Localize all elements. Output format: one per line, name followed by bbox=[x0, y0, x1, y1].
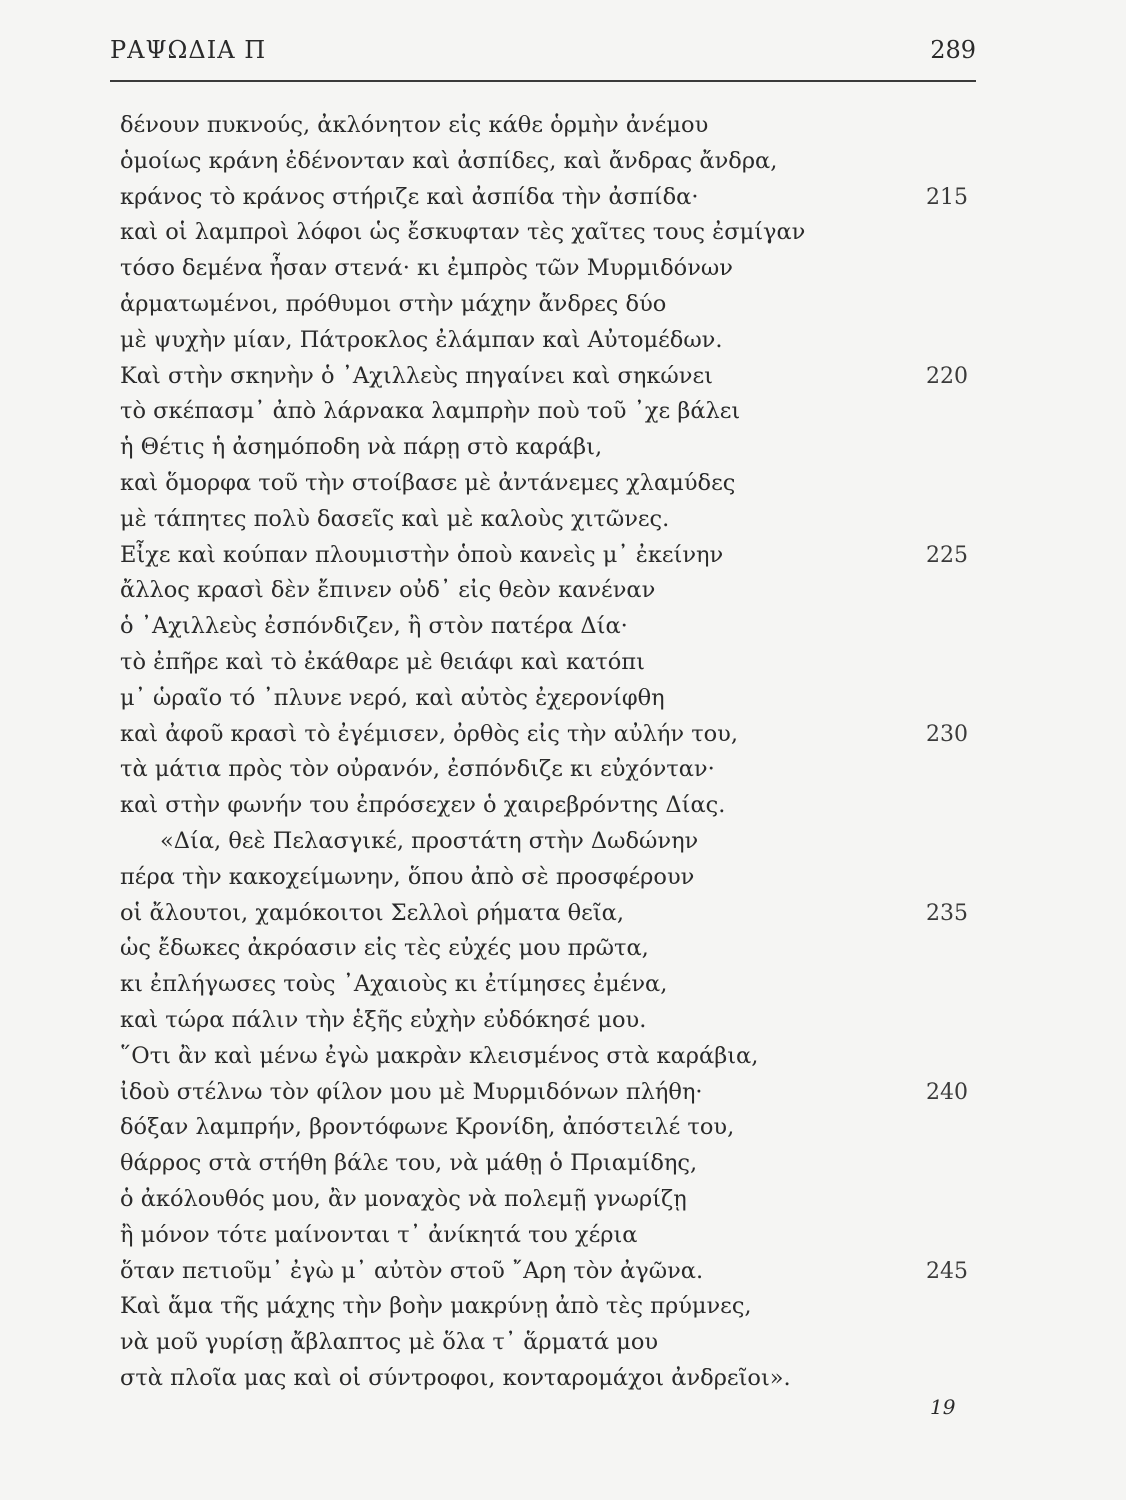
verse-text: τὰ μάτια πρὸς τὸν οὐρανόν, ἐσπόνδιζε κι εὐχόνταν· bbox=[120, 756, 715, 783]
verse-text: οἱ ἄλουτοι, χαμόκοιτοι Σελλοὶ ρήματα θεῖα, bbox=[120, 899, 625, 926]
verse-line bbox=[120, 430, 980, 466]
verse-line bbox=[120, 1003, 980, 1039]
verse-text: δένουν πυκνούς, ἀκλόνητον εἰς κάθε ὁρμὴν ἀνέμου bbox=[120, 112, 709, 138]
verse-line bbox=[120, 681, 980, 717]
verse-text: «Δία, θεὲ Πελασγικέ, προστάτη στὴν Δωδώνην bbox=[160, 827, 699, 854]
verse-block bbox=[120, 108, 980, 1397]
verse-line bbox=[120, 1075, 980, 1111]
line-number: 230 bbox=[926, 721, 968, 747]
verse-text: ὁ ἀκόλουθός μου, ἂν μοναχὸς νὰ πολεμῇ γνωρίζῃ bbox=[120, 1185, 687, 1212]
verse-line bbox=[120, 1254, 980, 1290]
verse-text: Καὶ ἅμα τῆς μάχης τὴν βοὴν μακρύνῃ ἀπὸ τὲς πρύμνες, bbox=[120, 1293, 752, 1320]
verse-line bbox=[120, 1182, 980, 1218]
verse-text: τὸ ἐπῆρε καὶ τὸ ἐκάθαρε μὲ θειάφι καὶ κατόπι bbox=[120, 648, 645, 675]
verse-line bbox=[120, 215, 980, 251]
verse-line bbox=[120, 538, 980, 574]
verse-text: ἡ Θέτις ἡ ἀσημόποδη νὰ πάρῃ στὸ καράβι, bbox=[120, 434, 603, 461]
verse-text: καὶ ὅμορφα τοῦ τὴν στοίβασε μὲ ἀντάνεμες χλαμύδες bbox=[120, 469, 736, 496]
verse-line bbox=[120, 359, 980, 395]
verse-text: ἄλλος κρασὶ δὲν ἔπινεν οὐδ᾿ εἰς θεὸν κανέναν bbox=[120, 577, 656, 604]
verse-text: ἢ μόνον τότε μαίνονται τ᾿ ἀνίκητά του χέρια bbox=[120, 1221, 638, 1248]
verse-line bbox=[120, 752, 980, 788]
verse-text: στὰ πλοῖα μας καὶ οἱ σύντροφοι, κονταρομάχοι ἀνδρεῖοι». bbox=[120, 1364, 791, 1391]
line-number: 235 bbox=[926, 900, 968, 926]
verse-line bbox=[120, 466, 980, 502]
running-header-title: ΡΑΨΩΔΙΑ Π bbox=[110, 36, 267, 64]
verse-text: ὁμοίως κράνη ἐδένονταν καὶ ἀσπίδες, καὶ ἄνδρας ἄνδρα, bbox=[120, 147, 778, 174]
verse-line bbox=[120, 251, 980, 287]
verse-text: ἁρματωμένοι, πρόθυμοι στὴν μάχην ἄνδρες δύο bbox=[120, 290, 667, 317]
verse-line bbox=[120, 788, 980, 824]
verse-line bbox=[120, 967, 980, 1003]
verse-text: κι ἐπλήγωσες τοὺς ᾿Αχαιοὺς κι ἐτίμησες ἐμένα, bbox=[120, 971, 668, 998]
verse-line bbox=[120, 1361, 980, 1397]
verse-line bbox=[120, 108, 980, 144]
verse-text: καὶ ἀφοῦ κρασὶ τὸ ἐγέμισεν, ὀρθὸς εἰς τὴν αὐλήν του, bbox=[120, 720, 739, 747]
verse-text: ἰδοὺ στέλνω τὸν φίλον μου μὲ Μυρμιδόνων πλήθη· bbox=[120, 1078, 703, 1105]
verse-line bbox=[120, 502, 980, 538]
verse-line bbox=[120, 1218, 980, 1254]
line-number: 215 bbox=[926, 184, 968, 210]
verse-line bbox=[120, 180, 980, 216]
verse-text: ῞Οτι ἂν καὶ μένω ἐγὼ μακρὰν κλεισμένος στὰ καράβια, bbox=[120, 1042, 759, 1069]
verse-line bbox=[120, 609, 980, 645]
verse-text: Εἶχε καὶ κούπαν πλουμιστὴν ὁποὺ κανεὶς μ᾿ ἐκείνην bbox=[120, 541, 724, 568]
verse-text: ὁ ᾿Αχιλλεὺς ἐσπόνδιζεν, ἢ στὸν πατέρα Δία· bbox=[120, 613, 628, 640]
verse-text: τὸ σκέπασμ᾿ ἀπὸ λάρνακα λαμπρὴν ποὺ τοῦ ᾿χε βάλει bbox=[120, 398, 741, 425]
verse-line bbox=[120, 323, 980, 359]
verse-line bbox=[120, 824, 980, 860]
verse-text: θάρρος στὰ στήθη βάλε του, νὰ μάθῃ ὁ Πριαμίδης, bbox=[120, 1150, 698, 1177]
line-number: 240 bbox=[926, 1079, 968, 1105]
verse-text: καὶ στὴν φωνήν του ἐπρόσεχεν ὁ χαιρεβρόντης Δίας. bbox=[120, 792, 726, 819]
verse-line bbox=[120, 1110, 980, 1146]
verse-line bbox=[120, 144, 980, 180]
line-number: 220 bbox=[926, 363, 968, 389]
line-number: 225 bbox=[926, 542, 968, 568]
verse-line bbox=[120, 1039, 980, 1075]
verse-text: τόσο δεμένα ἦσαν στενά· κι ἐμπρὸς τῶν Μυρμιδόνων bbox=[120, 255, 733, 282]
verse-line bbox=[120, 287, 980, 323]
verse-text: καὶ οἱ λαμπροὶ λόφοι ὡς ἔσκυφταν τὲς χαῖτες τους ἐσμίγαν bbox=[120, 219, 806, 246]
verse-text: κράνος τὸ κράνος στήριζε καὶ ἀσπίδα τὴν ἀσπίδα· bbox=[120, 183, 699, 210]
verse-line bbox=[120, 573, 980, 609]
verse-text: δόξαν λαμπρήν, βροντόφωνε Κρονίδη, ἀπόστειλέ του, bbox=[120, 1114, 735, 1141]
verse-line bbox=[120, 1325, 980, 1361]
verse-line bbox=[120, 1289, 980, 1325]
line-number: 245 bbox=[926, 1258, 968, 1284]
signature-mark: 19 bbox=[930, 1395, 956, 1419]
verse-line bbox=[120, 645, 980, 681]
verse-text: ὅταν πετιοῦμ᾿ ἐγὼ μ᾿ αὐτὸν στοῦ ῎Αρη τὸν ἀγῶνα. bbox=[120, 1257, 704, 1284]
verse-line bbox=[120, 860, 980, 896]
verse-text: πέρα τὴν κακοχείμωνην, ὅπου ἀπὸ σὲ προσφέρουν bbox=[120, 863, 695, 890]
verse-line bbox=[120, 717, 980, 753]
verse-text: νὰ μοῦ γυρίσῃ ἄβλαπτος μὲ ὅλα τ᾿ ἅρματά μου bbox=[120, 1329, 659, 1356]
header-rule bbox=[110, 80, 976, 82]
verse-line bbox=[120, 896, 980, 932]
verse-text: ὡς ἔδωκες ἀκρόασιν εἰς τὲς εὐχές μου πρῶτα, bbox=[120, 935, 649, 962]
page-number: 289 bbox=[930, 36, 976, 64]
verse-text: καὶ τώρα πάλιν τὴν ἑξῆς εὐχὴν εὐδόκησέ μου. bbox=[120, 1006, 647, 1033]
verse-text: Καὶ στὴν σκηνὴν ὁ ᾿Αχιλλεὺς πηγαίνει καὶ σηκώνει bbox=[120, 362, 713, 389]
verse-text: μὲ τάπητες πολὺ δασεῖς καὶ μὲ καλοὺς χιτῶνες. bbox=[120, 505, 670, 532]
verse-line bbox=[120, 931, 980, 967]
verse-text: μ᾿ ὡραῖο τό ᾿πλυνε νερό, καὶ αὐτὸς ἐχερονίφθη bbox=[120, 684, 665, 711]
verse-line bbox=[120, 1146, 980, 1182]
verse-line bbox=[120, 394, 980, 430]
verse-text: μὲ ψυχὴν μίαν, Πάτροκλος ἐλάμπαν καὶ Αὐτομέδων. bbox=[120, 326, 723, 353]
